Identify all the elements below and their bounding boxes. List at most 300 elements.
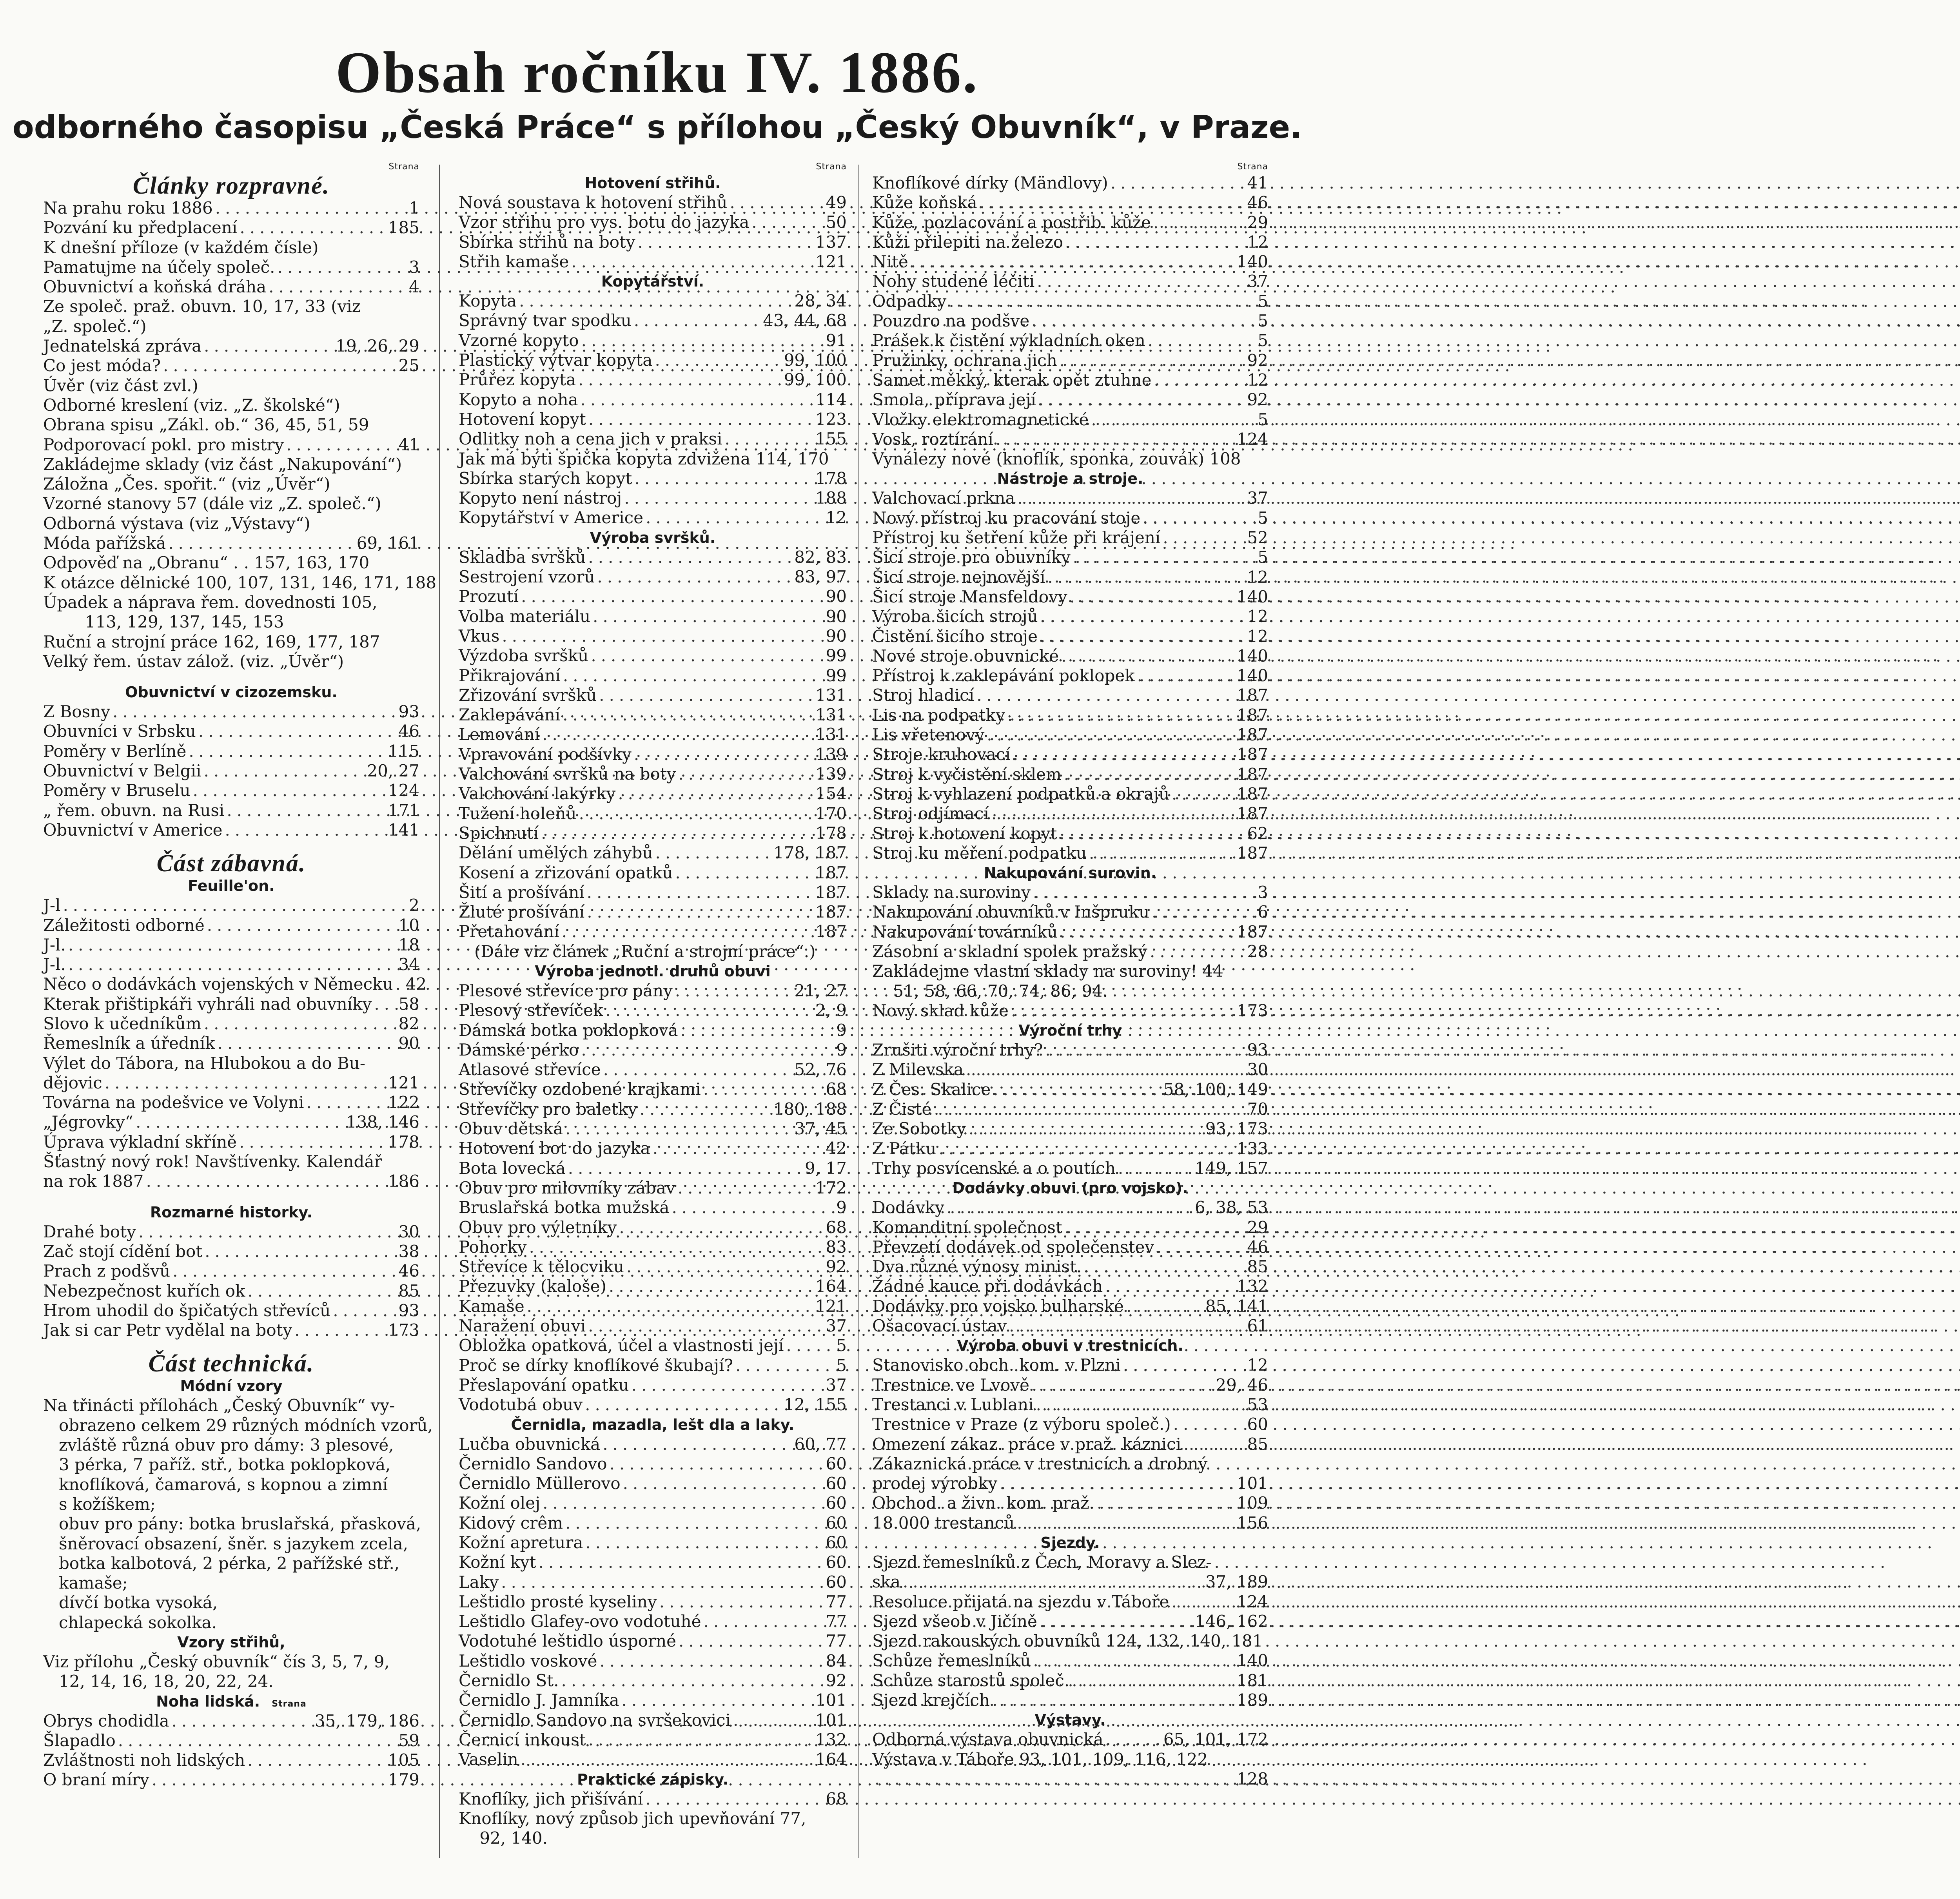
entry-title: Nový přístroj ku pracování stoje xyxy=(872,508,1141,528)
index-entry xyxy=(459,745,847,764)
entry-title: Skladba svršků xyxy=(459,547,586,567)
leader-dots xyxy=(964,1060,1247,1079)
page-numbers: 37 xyxy=(1247,272,1268,291)
entry-title: Poměry v Berlíně xyxy=(43,741,187,761)
leader-dots xyxy=(1062,1218,1247,1237)
page-numbers: 101 xyxy=(815,1710,847,1730)
index-entry xyxy=(43,1770,419,1790)
entry-title: Na prahu roku 1886 xyxy=(43,198,213,218)
index-entry xyxy=(43,896,419,915)
index-entry xyxy=(43,376,419,395)
page-numbers: 30 xyxy=(1247,1060,1268,1079)
leader-dots xyxy=(1071,548,1258,567)
page-numbers: 29 xyxy=(1247,212,1268,232)
entry-title: Odborná výstava (viz „Výstavy“) xyxy=(43,513,310,533)
entry-title: Nová soustava k hotovení střihů xyxy=(459,193,728,212)
index-entry xyxy=(872,607,1268,626)
leader-dots xyxy=(946,292,1258,311)
entry-title: Černidlo Sandovo na svršekovici xyxy=(459,1710,731,1730)
entry-title: Zaklepávání xyxy=(459,705,561,725)
leader-dots xyxy=(563,1119,794,1139)
page-numbers: 6, 38, 53 xyxy=(1194,1198,1268,1217)
entry-title: Přezuvky (kaloše) xyxy=(459,1277,607,1296)
index-entry xyxy=(43,258,419,277)
index-entry xyxy=(459,1809,847,1828)
entry-title: Úprava výkladní skříně xyxy=(43,1132,237,1152)
entry-title: Valchovací prkna xyxy=(872,488,1015,508)
entry-title: Zákaznická práce v trestnicích a drobný xyxy=(872,1454,1208,1473)
page-numbers: 30 xyxy=(398,1222,419,1241)
leader-dots xyxy=(643,1789,826,1809)
page-numbers: 187 xyxy=(1236,705,1268,725)
index-entry xyxy=(43,916,419,935)
paragraph-line: obrazeno celkem 29 různých módních vzorů, xyxy=(59,1415,433,1435)
index-entry xyxy=(872,292,1268,311)
page-numbers: 5 xyxy=(1258,548,1268,567)
index-list xyxy=(459,291,847,528)
entry-title: Lis na podpatky xyxy=(872,705,1005,725)
page-numbers: 131 xyxy=(815,705,847,725)
entry-title: Přetahování xyxy=(459,922,559,941)
leader-dots xyxy=(619,1690,815,1710)
page-numbers: 170 xyxy=(815,803,847,823)
index-entry xyxy=(43,474,419,494)
leader-dots xyxy=(1057,351,1247,370)
leader-dots xyxy=(1124,1297,1205,1316)
page-numbers: 5 xyxy=(1258,331,1268,350)
index-entry xyxy=(872,1415,1268,1434)
section-heading: Noha lidská. Strana xyxy=(156,1692,307,1710)
leader-dots xyxy=(621,1474,826,1493)
page-numbers: 43, 44, 68 xyxy=(763,311,847,330)
leader-dots xyxy=(637,1099,773,1119)
page-numbers: 187 xyxy=(1236,686,1268,705)
entry-title: Přikrajování xyxy=(459,666,561,685)
entry-title: na rok 1887 xyxy=(43,1172,144,1191)
index-entry xyxy=(43,415,419,435)
page-numbers: 61 xyxy=(1247,1316,1268,1336)
page-numbers: 139 xyxy=(815,764,847,784)
leader-dots xyxy=(635,232,815,252)
leader-dots xyxy=(266,277,409,297)
leader-dots xyxy=(1103,1277,1237,1296)
index-entry xyxy=(459,587,847,606)
index-entry xyxy=(43,573,437,593)
index-entry xyxy=(459,350,847,370)
index-entry xyxy=(43,297,419,316)
entry-title: Zásobní a skladní spolek pražský xyxy=(872,941,1148,961)
entry-title: Výroba šicích strojů xyxy=(872,607,1038,626)
paragraph xyxy=(43,1652,419,1692)
strana-label: Strana xyxy=(388,162,419,172)
leader-dots xyxy=(632,469,815,488)
index-entry xyxy=(872,449,1268,469)
page-numbers: 128 xyxy=(1236,1769,1268,1788)
leader-dots xyxy=(1145,331,1258,350)
page-numbers: 77 xyxy=(826,1631,847,1651)
page-numbers: 179 xyxy=(388,1770,419,1790)
entry-title: Odborné kreslení (viz. „Z. školské“) xyxy=(43,395,340,415)
index-entry xyxy=(459,843,847,863)
index-list xyxy=(872,173,1268,469)
leader-dots xyxy=(1031,1651,1237,1670)
entry-title: Odpověď na „Obranu“ . . 157, 163, 170 xyxy=(43,553,370,573)
page-numbers: 133 xyxy=(1236,1139,1268,1158)
index-entry xyxy=(459,1395,847,1415)
strana-label: Strana xyxy=(1237,162,1268,172)
entry-title: ska xyxy=(872,1572,901,1592)
page-numbers: 140 xyxy=(1236,666,1268,686)
leader-dots xyxy=(136,1222,399,1242)
entry-title: 92, 140. xyxy=(459,1828,548,1848)
page-numbers: 186 xyxy=(388,1172,419,1191)
entry-title: Prášek k čistění výkladních oken xyxy=(872,331,1145,350)
page-numbers: 172 xyxy=(815,1178,847,1197)
entry-title: Úpadek a náprava řem. dovednosti 105, xyxy=(43,592,377,612)
index-entry xyxy=(43,593,419,612)
leader-dots xyxy=(569,252,815,272)
entry-title: Odborná výstava obuvnická xyxy=(872,1730,1103,1749)
page-numbers: 70 xyxy=(1247,1099,1268,1119)
entry-title: K otázce dělnické 100, 107, 131, 146, 171, 188 xyxy=(43,573,437,592)
index-entry xyxy=(872,1690,1268,1710)
entry-title: J-l. xyxy=(43,955,66,974)
entry-title: Podporovací pokl. pro mistry xyxy=(43,435,284,454)
index-entry xyxy=(43,1152,419,1172)
entry-title: Hotovení bot do jazyka xyxy=(459,1139,650,1158)
page-numbers: 173 xyxy=(1236,1001,1268,1020)
leader-dots xyxy=(1015,488,1247,508)
index-entry xyxy=(459,1237,847,1257)
leader-dots xyxy=(1036,390,1247,410)
section-heading: Výroční trhy xyxy=(1018,1022,1122,1039)
page-numbers: 10 xyxy=(398,915,419,935)
leader-dots xyxy=(1149,902,1258,922)
page-numbers: 90 xyxy=(826,587,847,606)
leader-dots xyxy=(936,1139,1237,1159)
index-entry xyxy=(459,863,847,883)
index-entry xyxy=(43,1711,419,1731)
index-entry xyxy=(872,1040,1268,1060)
entry-title: Sestrojení vzorů xyxy=(459,567,595,587)
leader-dots xyxy=(632,311,763,330)
entry-title: Hotovení kopyt xyxy=(459,409,586,429)
index-entry xyxy=(43,652,419,671)
leader-dots xyxy=(678,1021,837,1040)
leader-dots xyxy=(676,764,815,784)
leader-dots xyxy=(563,1513,826,1533)
leader-dots xyxy=(110,702,399,722)
index-entry xyxy=(459,942,847,961)
paragraph-line: dívčí botka vysoká, xyxy=(59,1593,218,1612)
index-entry xyxy=(459,1139,847,1158)
entry-title: Lučba obuvnická xyxy=(459,1434,601,1454)
leader-dots xyxy=(584,902,815,922)
entry-title: Pohorky xyxy=(459,1237,527,1257)
entry-title: J-l. xyxy=(43,935,66,954)
leader-dots xyxy=(733,1356,836,1375)
index-entry xyxy=(43,1073,419,1093)
entry-title: Nakupování továrníků xyxy=(872,922,1058,941)
page-numbers: 83 xyxy=(826,1237,847,1257)
index-entry xyxy=(43,533,419,553)
entry-title: Naražení obuvi xyxy=(459,1316,586,1336)
index-entry xyxy=(872,1080,1268,1099)
leader-dots xyxy=(586,1316,826,1336)
entry-title: Komanditní společnost xyxy=(872,1217,1062,1237)
index-entry xyxy=(459,1119,847,1139)
page-numbers: 138, 146 xyxy=(346,1112,419,1132)
index-entry xyxy=(459,1159,847,1178)
leader-dots xyxy=(632,745,815,764)
entry-title: Z Čisté xyxy=(872,1099,932,1119)
entry-title: Samet měkký, kterak opět ztuhne xyxy=(872,370,1152,390)
index-entry xyxy=(459,193,847,212)
paragraph-line: obuv pro pány: botka bruslařská, přasková, xyxy=(59,1514,421,1534)
entry-title: Střih kamaše xyxy=(459,252,569,271)
paragraph-line: 3 pérka, 7 paříž. stř., botka poklopková, xyxy=(59,1455,391,1475)
index-entry xyxy=(459,1257,847,1277)
index-entry xyxy=(872,1237,1268,1257)
entry-title: Lis vřetenový xyxy=(872,725,985,745)
entry-title: Prach z podšvů xyxy=(43,1261,171,1281)
page-numbers: 90 xyxy=(826,606,847,626)
index-entry xyxy=(43,1750,419,1770)
entry-title: O braní míry xyxy=(43,1770,149,1790)
entry-title: Dodávky pro vojsko bulharské xyxy=(872,1296,1124,1316)
entry-title: Proč se dírky knoflíkové škubají? xyxy=(459,1355,733,1375)
entry-title: 51, 58, 66, 70, 74, 86, 94. xyxy=(872,981,1108,1001)
page-numbers: 60 xyxy=(826,1533,847,1552)
index-entry xyxy=(459,1493,847,1513)
page-numbers: 60 xyxy=(826,1553,847,1572)
entry-title: Pamatujme na účely společ. xyxy=(43,257,275,277)
leader-dots xyxy=(601,1060,795,1079)
entry-title: Valchování lakýrky xyxy=(459,784,616,803)
index-entry xyxy=(459,1040,847,1060)
entry-title: Laky xyxy=(459,1572,499,1592)
leader-dots xyxy=(900,1572,1205,1592)
index-entry xyxy=(872,272,1268,291)
entry-title: Dámská botka poklopková xyxy=(459,1020,678,1040)
index-entry xyxy=(459,804,847,823)
index-list xyxy=(872,883,1268,1021)
entry-title: Trestanci v Lublani xyxy=(872,1395,1034,1414)
entry-title: Nové stroje obuvnické xyxy=(872,646,1059,666)
entry-title: Kůže koňská xyxy=(872,193,977,212)
leader-dots xyxy=(617,1218,826,1237)
page-numbers: 49 xyxy=(826,193,847,212)
index-entry xyxy=(872,725,1268,745)
page-numbers: 46 xyxy=(398,1261,419,1281)
page-numbers: 21, 27 xyxy=(794,981,847,1000)
entry-title: Bruslařská botka mužská xyxy=(459,1198,670,1217)
index-entry xyxy=(459,666,847,686)
leader-dots xyxy=(102,1073,388,1093)
index-entry xyxy=(459,1435,847,1454)
entry-title: Šťastný nový rok! Navštívenky. Kalendář xyxy=(43,1152,382,1172)
entry-title: Z Milevska xyxy=(872,1060,964,1079)
paragraph-line: chlapecká sokolka. xyxy=(59,1612,217,1632)
leader-dots xyxy=(237,1132,388,1152)
leader-dots xyxy=(583,1395,784,1415)
leader-dots xyxy=(1038,627,1247,646)
leader-dots xyxy=(245,1750,388,1770)
entry-title: Zakládejme sklady (viz část „Nakupování“) xyxy=(43,454,402,474)
index-entry xyxy=(872,1612,1268,1631)
index-list xyxy=(872,1040,1268,1178)
entry-title: Kopyto a noha xyxy=(459,390,578,409)
leader-dots xyxy=(205,916,399,935)
index-entry xyxy=(872,824,1268,843)
leader-dots xyxy=(499,1573,826,1592)
entry-title: Zrušiti výroční trhy? xyxy=(872,1040,1043,1060)
entry-title: Jednatelská zpráva xyxy=(43,336,202,356)
entry-title: „Z. společ.“) xyxy=(43,316,147,336)
leader-dots xyxy=(536,1553,826,1572)
index-entry xyxy=(872,232,1268,252)
page-numbers: 68 xyxy=(826,1217,847,1237)
entry-title: Stanovisko obch. kom. v Plzni xyxy=(872,1355,1121,1375)
entry-title: Tužení holeňů xyxy=(459,803,577,823)
leader-dots xyxy=(1135,666,1237,686)
index-entry xyxy=(872,173,1268,193)
leader-dots xyxy=(1087,843,1237,863)
leader-dots xyxy=(66,935,399,955)
page-numbers: 52 xyxy=(1247,528,1268,548)
paragraph-line: botka kalbotová, 2 pérka, 2 pařížské stř., xyxy=(59,1553,400,1573)
page-numbers: 68 xyxy=(826,1079,847,1099)
leader-dots xyxy=(989,804,1237,823)
page-numbers: 12 xyxy=(1247,626,1268,646)
entry-title: Smola, příprava její xyxy=(872,390,1036,410)
page-numbers: 115 xyxy=(388,741,419,761)
index-entry xyxy=(459,1021,847,1040)
leader-dots xyxy=(215,1034,399,1053)
entry-title: Stroje kruhovací xyxy=(872,745,1011,764)
page-numbers: 139 xyxy=(815,744,847,764)
index-entry xyxy=(872,1592,1268,1612)
page-numbers: 34 xyxy=(398,955,419,974)
page-numbers: 46 xyxy=(1247,193,1268,212)
leader-dots xyxy=(561,666,826,686)
index-entry xyxy=(872,410,1268,430)
index-entry xyxy=(872,1631,1268,1651)
leader-dots xyxy=(133,1112,346,1132)
index-entry xyxy=(872,311,1268,331)
page-numbers: 82, 83 xyxy=(794,547,847,567)
index-entry xyxy=(459,1178,847,1198)
entry-title: Sjezd všeob v Jičíně xyxy=(872,1611,1037,1631)
index-entry xyxy=(459,1651,847,1671)
page-numbers: 164 xyxy=(815,1750,847,1769)
index-entry xyxy=(872,1454,1268,1474)
page-numbers: 140 xyxy=(1236,252,1268,272)
column-right xyxy=(872,161,1268,1789)
leader-dots xyxy=(584,883,815,902)
index-entry xyxy=(43,514,419,533)
entry-title: Z Čes. Skalice xyxy=(872,1079,991,1099)
entry-title: Výzdoba svršků xyxy=(459,646,589,666)
index-entry xyxy=(872,252,1268,272)
leader-dots xyxy=(966,1119,1205,1139)
entry-title: Velký řem. ústav zálož. (viz. „Úvěr“) xyxy=(43,651,344,671)
index-entry xyxy=(872,1316,1268,1336)
index-list xyxy=(872,1198,1268,1336)
page-numbers: 155 xyxy=(815,429,847,449)
entry-title: Kožní apretura xyxy=(459,1533,583,1552)
page-numbers: 85, 141 xyxy=(1205,1296,1268,1316)
index-entry xyxy=(459,1690,847,1710)
index-entry xyxy=(459,1750,847,1769)
page-numbers: 124 xyxy=(1236,1592,1268,1611)
index-entry xyxy=(872,1572,1268,1592)
page-numbers: 92 xyxy=(1247,390,1268,410)
leader-dots xyxy=(517,291,794,311)
leader-dots xyxy=(1043,1040,1247,1060)
leader-dots xyxy=(784,1336,836,1355)
index-entry xyxy=(459,311,847,330)
leader-dots xyxy=(1094,1493,1237,1513)
entry-title: Kopyto není nástroj xyxy=(459,488,622,508)
index-entry xyxy=(43,1222,419,1242)
page-numbers: 60 xyxy=(826,1572,847,1592)
index-entry xyxy=(872,1493,1268,1513)
leader-dots xyxy=(186,742,388,761)
leader-dots xyxy=(749,212,826,232)
entry-title: Z Bosny xyxy=(43,702,111,722)
section-heading: Výstavy. xyxy=(1034,1711,1106,1729)
leader-dots xyxy=(701,1079,826,1099)
index-entry xyxy=(459,1730,847,1750)
entry-title: Zřizování svršků xyxy=(459,685,597,705)
entry-title: Stroj k vyčistění sklem xyxy=(872,764,1062,784)
index-entry xyxy=(872,1375,1268,1395)
leader-dots xyxy=(1031,883,1258,902)
page-numbers: 93, 173 xyxy=(1205,1119,1268,1139)
index-entry xyxy=(872,1001,1268,1021)
leader-dots xyxy=(202,1242,398,1261)
index-list xyxy=(459,548,847,961)
index-entry xyxy=(872,883,1268,902)
leader-dots xyxy=(201,761,367,781)
index-entry xyxy=(459,567,847,587)
leader-dots xyxy=(518,1750,815,1769)
leader-dots xyxy=(1009,1001,1237,1021)
leader-dots xyxy=(499,626,826,646)
leader-dots xyxy=(149,1770,388,1790)
index-entry xyxy=(872,1513,1268,1533)
page-numbers: 84 xyxy=(826,1651,847,1670)
leader-dots xyxy=(1151,213,1247,232)
section-heading: Feuille'on. xyxy=(188,877,275,895)
index-entry xyxy=(459,922,847,941)
leader-dots xyxy=(560,705,815,725)
page-subtitle: odborného časopisu „Česká Práce“ s přílohou „Český Obuvník“, v Praze. xyxy=(12,109,1302,145)
index-entry xyxy=(872,1435,1268,1454)
index-list xyxy=(459,981,847,1415)
leader-dots xyxy=(607,1454,826,1474)
index-entry xyxy=(43,1093,419,1112)
leader-dots xyxy=(1029,311,1258,331)
index-entry xyxy=(43,1242,419,1261)
leader-dots xyxy=(1108,173,1247,193)
entry-title: Nebezpečnost kuřích ok xyxy=(43,1281,245,1300)
index-entry xyxy=(43,761,419,781)
entry-title: Nitě xyxy=(872,252,908,272)
entry-title: Vynálezy nové (knoflík, sponka, zouvák) 108 xyxy=(872,449,1241,469)
index-entry xyxy=(872,548,1268,567)
